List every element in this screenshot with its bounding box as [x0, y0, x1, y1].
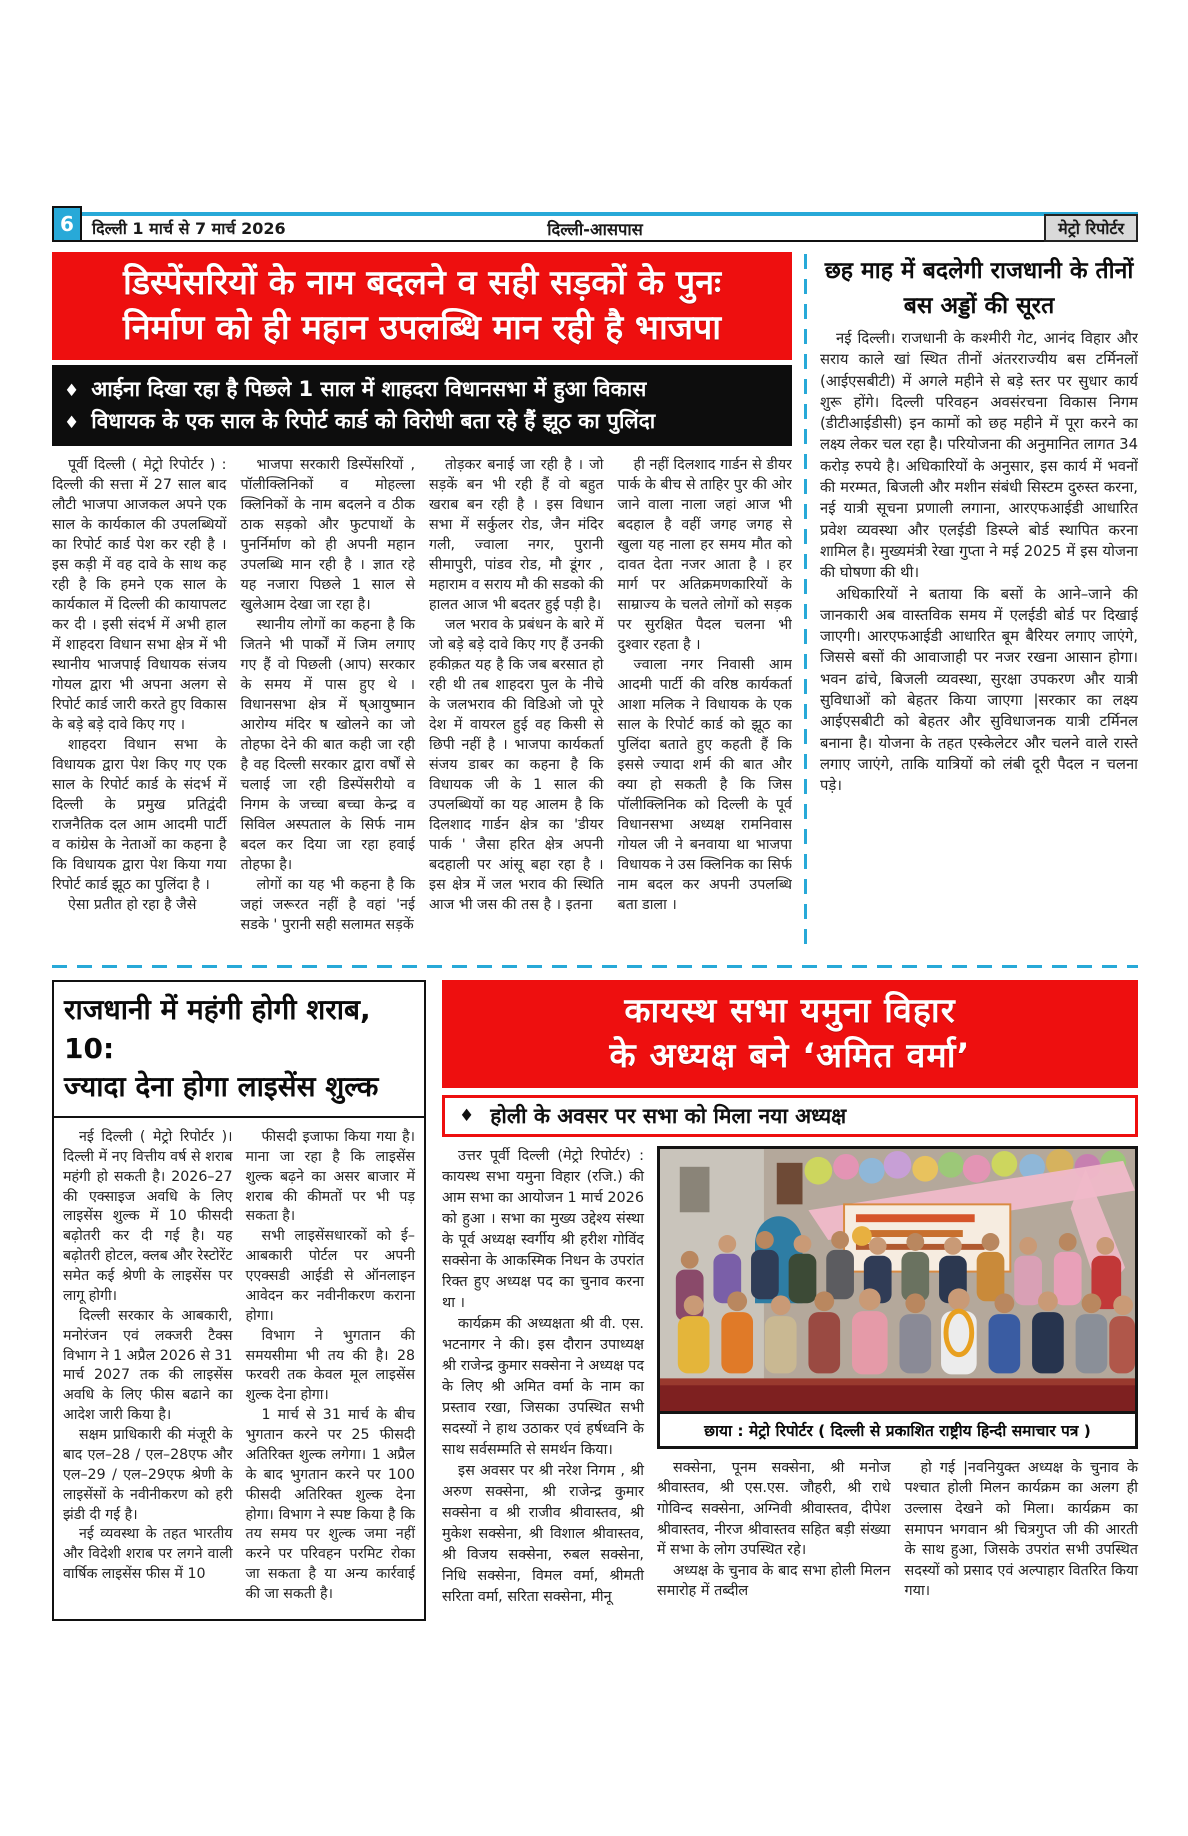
body-paragraph: जल भराव के प्रबंधन के बारे में जो बड़े बड़े दावे किए गए हैं उनकी हकीक़त यह है कि जब बरसात हो रही थी तब शाहदरा पुल के नीचे के जलभराव की विडिओ जो पूरे देश में वायरल हुई वह किसी से छिपी नहीं है । भाजपा कार्यकर्ता संजय डाबर का कहना है कि विधायक जी के 1 साल की उपलब्धियों का यह आलम है कि दिलशाद गार्डन क्षेत्र का 'डीयर पार्क ' जैसा हरित क्षेत्र अपनी बदहाली पर आंसू बहा रहा है । इस क्षेत्र में जल भराव की स्थिति आज भी जस की तस है । इतना: [429, 616, 604, 914]
masthead-section-title: दिल्ली-आसपास: [547, 219, 643, 239]
body-paragraph: नई व्यवस्था के तहत भारतीय और विदेशी शराब पर लगने वाली वार्षिक लाइसेंस फीस में 10: [63, 1526, 233, 1583]
kayastha-sabha-story: [442, 980, 1138, 1608]
diamond-bullet-icon: ♦: [64, 413, 80, 434]
liquor-story-body: [54, 1118, 424, 1619]
body-paragraph: सक्षम प्राधिकारी की मंजूरी के बाद एल–28 / एल–28एफ और एल–29 / एल–29एफ श्रेणी के लाइसेंसों के नवीनीकरण को हरी झंडी दी गई है।: [63, 1427, 233, 1523]
subhead-text: होली के अवसर पर सभा को मिला नया अध्यक्ष: [490, 1103, 847, 1128]
kayastha-column-2: [657, 1458, 891, 1602]
kayastha-column-1: [442, 1146, 644, 1609]
top-story-body: [52, 455, 792, 935]
vertical-dashed-divider: [804, 254, 807, 952]
kayastha-body-below-photo: [657, 1458, 1138, 1602]
liquor-story: [52, 980, 426, 1621]
page-content: [52, 212, 1138, 1621]
top-story-column-4: [618, 455, 793, 935]
body-paragraph: लोगों का यह भी कहना है कि जहां जरूरत नहीं है वहां 'नई सडके ' पुरानी सही सलामत सड़कें: [240, 877, 415, 934]
kayastha-headline: [442, 980, 1138, 1088]
diamond-bullet-icon: ♦: [459, 1105, 475, 1126]
masthead-brand: मेट्रो रिपोर्टर: [1044, 214, 1138, 242]
kayastha-body: [442, 1146, 1138, 1609]
diamond-bullet-icon: ♦: [64, 380, 80, 401]
subhead-text: आईना दिखा रहा है पिछले 1 साल में शाहदरा विधानसभा में हुआ विकास: [91, 376, 647, 401]
body-paragraph: सभी लाइसेंसधारकों को ई–आबकारी पोर्टल पर अपनी एएक्सडी आईडी से ऑनलाइन आवेदन कर नवीनीकरण कराना होगा।: [245, 1228, 415, 1324]
body-paragraph: दिल्ली सरकार के आबकारी, मनोरंजन एवं लक्जरी टैक्स विभाग ने 1 अप्रैल 2026 से 31 मार्च 2027 तक की लाइसेंस अवधि के लिए फीस बढाने का आदेश जारी किया है।: [63, 1307, 233, 1424]
headline-line-2: के अध्यक्ष बने ‘अमित वर्मा’: [609, 1035, 971, 1076]
body-paragraph: अधिकारियों ने बताया कि बसों के आने–जाने की जानकारी अब वास्तविक समय में एलईडी बोर्ड पर दिखाई जाएगी। आरएफआईडी आधारित बूम बैरियर लगाए जाएंगे, जिससे बसों की आवाजाही पर नजर रखना आसान होगा। भवन ढांचे, बिजली व्यवस्था, सुरक्षा उपकरण और यात्री सुविधाओं को बेहतर किया जाएगा |सरकार का लक्ष्य आईएसबीटी को बेहतर और सुविधाजनक यात्री टर्मिनल बनाना है। योजना के तहत एस्केलेटर और चलने वाले रास्ते लगाए जाएंगे, ताकि यात्रियों को लंबी दूरी पैदल न चलना पड़े।: [820, 585, 1138, 795]
masthead-date: दिल्ली 1 मार्च से 7 मार्च 2026: [92, 219, 286, 238]
kayastha-column-3: [905, 1458, 1139, 1602]
body-paragraph: ऐसा प्रतीत हो रहा है जैसे: [68, 897, 197, 914]
top-story-column-2: [241, 455, 416, 935]
body-paragraph: 1 मार्च से 31 मार्च के बीच भुगतान करने पर 25 फीसदी अतिरिक्त शुल्क लगेगा। 1 अप्रैल के बाद भुगतान करने पर 100 फीसदी अतिरिक्त शुल्क देना होगा। विभाग ने स्पष्ट किया है कि तय समय पर शुल्क जमा नहीं करने पर परिवहन परमिट रोका जा सकता है या अन्य कार्रवाई की जा सकती है।: [245, 1407, 415, 1602]
bottom-section: [52, 980, 1138, 1621]
headline-line-2: ज्यादा देना होगा लाइसेंस शुल्क: [64, 1070, 379, 1104]
top-story-headline: [52, 252, 792, 360]
masthead: [52, 212, 1138, 242]
body-paragraph: पूर्वी दिल्ली ( मेट्रो रिपोर्टर ) : दिल्ली की सत्ता में 27 साल बाद लौटी भाजपा आजकल अपने एक साल के कार्यकाल की उपलब्धियों का रिपोर्ट कार्ड पेश कर रही है । इस कड़ी में वह दावे के साथ कह रही है कि हमने एक साल के कार्यकाल में दिल्ली की कायापलट कर दी । इसी संदर्भ में अभी हाल में शाहदरा विधान सभा क्षेत्र में भी स्थानीय भाजपाई विधायक संजय गोयल द्वारा भी अपना अलग से रिपोर्ट कार्ड जारी करते हुए विकास के बड़े बड़े दावे किए गए ।: [52, 456, 227, 734]
body-paragraph: नई दिल्ली। राजधानी के कश्मीरी गेट, आनंद विहार और सराय काले खां स्थित तीनों अंतरराज्यीय बस टर्मिनलों (आईएसबीटी) में अगले महीने से बड़े स्तर पर सुधार कार्य शुरू होंगे। दिल्ली परिवहन अवसंरचना विकास निगम (डीटीआईडीसी) इन कामों को छह महीने में पूरा करने का लक्ष्य लेकर चल रहा है। परियोजना की अनुमानित लागत 34 करोड़ रुपये है। अधिकारियों के अनुसार, इस कार्य में भवनों की मरम्मत, बिजली और मशीन संबंधी सिस्टम दुरुस्त करना, नई यात्री सूचना प्रणाली लगाना, आरएफआईडी आधारित प्रवेश व्यवस्था और एलईडी डिस्प्ले बोर्ड स्थापित करना शामिल है। मुख्यमंत्री रेखा गुप्ता ने मई 2025 में इस योजना की घोषणा की थी।: [820, 330, 1138, 582]
page-number-badge: 6: [52, 206, 82, 242]
group-photo-illustration: [660, 1149, 1135, 1411]
body-paragraph: इस अवसर पर श्री नरेश निगम , श्री अरुण सक्सेना, श्री राजेन्द्र कुमार सक्सेना व श्री राजीव श्रीवास्तव, श्री मुकेश सक्सेना, श्री विशाल श्रीवास्तव, श्री विजय सक्सेना, रुबल सक्सेना, निधि सक्सेना, विमल वर्मा, श्रीमती सरिता वर्मा, सरिता सक्सेना, मीनू: [442, 1463, 644, 1606]
top-section: [52, 252, 1138, 952]
body-paragraph: भाजपा सरकारी डिस्पेंसरियों , पॉलीक्लिनिकों व मोहल्ला क्लिनिकों के नाम बदलने व ठीक ठाक सड़को और फुटपाथों के पुनर्निर्माण को ही अपनी महान उपलब्धि मान रही है । ज्ञात रहे यह नजारा पिछले 1 साल से खुलेआम देखा जा रहा है।: [240, 456, 415, 613]
body-paragraph: ज्वाला नगर निवासी आम आदमी पार्टी की वरिष्ठ कार्यकर्ता आशा मलिक ने विधायक के एक साल के रिपोर्ट कार्ड को झूठ का पुलिंदा बताते हुए कहती हैं कि इससे ज्यादा शर्म की बात और क्या हो सकती है कि जिस पॉलीक्लिनिक को दिल्ली के पूर्व विधानसभा अध्यक्ष रामनिवास गोयल जी ने बनवाया था भाजपा विधायक ने उस क्लिनिक का सिर्फ नाम बदल कर अपनी उपलब्धि बता डाला ।: [617, 657, 792, 914]
top-story-column-1: [52, 455, 227, 935]
subhead-bullet-1: [64, 373, 780, 406]
kayastha-subhead-bar: [442, 1095, 1138, 1137]
body-paragraph: नई दिल्ली ( मेट्रो रिपोर्टर )। दिल्ली में नए वित्तीय वर्ष से शराब महंगी हो सकती है। 2026–27 की एक्साइज अवधि के लिए लाइसेंस शुल्क में 10 फीसदी बढ़ोतरी कर दी गई है। यह बढ़ोतरी होटल, क्लब और रेस्टोरेंट समेत कई श्रेणी के लाइसेंस पर लागू होगी।: [63, 1128, 233, 1304]
liquor-story-headline: [54, 982, 424, 1118]
body-paragraph: कार्यक्रम की अध्यक्षता श्री वी. एस. भटनागर ने की। इस दौरान उपाध्यक्ष श्री राजेन्द्र कुमार सक्सेना ने अध्यक्ष पद के लिए श्री अमित वर्मा के नाम का प्रस्ताव रखा, जिसका उपस्थित सभी सदस्यों ने हाथ उठाकर एवं हर्षध्वनि के साथ सर्वसम्मति से समर्थन किया।: [442, 1316, 644, 1459]
headline-line-2: निर्माण को ही महान उपलब्धि मान रही है भाजपा: [122, 307, 722, 348]
body-paragraph: विभाग ने भुगतान की समयसीमा भी तय की है। 28 फरवरी तक केवल मूल लाइसेंस शुल्क देना होगा।: [245, 1327, 415, 1404]
bus-terminal-story: [820, 252, 1138, 952]
horizontal-dashed-divider: [52, 965, 1138, 968]
body-paragraph: हो गई |नवनियुक्त अध्यक्ष के चुनाव के पश्चात होली मिलन कार्यक्रम का अलग ही उल्लास देखने को मिला। कार्यक्रम का समापन भगवान श्री चित्रगुप्त जी की आरती के साथ हुआ, जिसके उपरांत सभी उपस्थित सदस्यों को प्रसाद एवं अल्पाहार वितरित किया गया।: [904, 1459, 1138, 1600]
body-paragraph: अध्यक्ष के चुनाव के बाद सभा होली मिलन समारोह में तब्दील: [657, 1562, 891, 1600]
kayastha-photo-zone: [657, 1146, 1138, 1609]
body-paragraph: फीसदी इजाफा किया गया है। माना जा रहा है कि लाइसेंस शुल्क बढ़ने का असर बाजार में शराब की कीमतों पर भी पड़ सकता है।: [245, 1128, 415, 1225]
headline-line-1: राजधानी में महंगी होगी शराब, 10:: [64, 993, 371, 1065]
body-paragraph: तोड़कर बनाई जा रही है । जो सड़कें बन भी रही हैं वो बहुत खराब बन रही है । इस विधान सभा में सर्कुलर रोड, जैन मंदिर गली, ज्वाला नगर, पुरानी सीमापुरी, पांडव रोड, मौ डूंगर , महाराम व सराय मौ की सडको की हालत आज भी बदतर हुई पड़ी है।: [429, 456, 604, 613]
headline-line-1: कायस्थ सभा यमुना विहार: [624, 991, 956, 1031]
body-paragraph: ही नहीं दिलशाद गार्डन से डीयर पार्क के बीच से ताहिर पुर की ओर जाने वाला नाला जहां आज भी बदहाल है वहीं जगह जगह से खुला यह नाला हर समय मौत को दावत देता नजर आता है । हर मार्ग पर अतिक्रमणकारियों के साम्राज्य के चलते लोगों को सड़क पर सुरक्षित पैदल चलना भी दुश्वार रहता है ।: [617, 456, 792, 653]
photo-caption: छाया : मेट्रो रिपोर्टर ( दिल्ली से प्रकाशित राष्ट्रीय हिन्दी समाचार पत्र ): [660, 1411, 1135, 1446]
top-story-subhead-bar: [52, 365, 792, 446]
bus-story-headline: छह माह में बदलेगी राजधानी के तीनों बस अड्डों की सूरत: [824, 258, 1134, 319]
subhead-text: विधायक के एक साल के रिपोर्ट कार्ड को विरोधी बता रहे हैं झूठ का पुलिंदा: [91, 409, 656, 434]
subhead-bullet-2: [64, 405, 780, 438]
group-photo: [657, 1146, 1138, 1449]
headline-line-1: डिस्पेंसरियों के नाम बदलने व सही सड़कों के पुनः: [123, 263, 721, 303]
body-paragraph: स्थानीय लोगों का कहना है कि जितने भी पार्कों में जिम लगाए गए हैं वो पिछली (आप) सरकार के समय में पास हुए थे । विधानसभा क्षेत्र में ष्आयुष्मान आरोग्य मंदिर ष खोलने का जो तोहफा देने की बात कही जा रही है वह दिल्ली सरकार द्वारा वर्षों से चलाई जा रही डिस्पेंसरीयो व निगम के जच्चा बच्चा केन्द्र व सिविल अस्पताल के सिर्फ नाम बदल कर दिया जा रहा हवाई तोहफा है।: [240, 616, 415, 874]
body-paragraph: उत्तर पूर्वी दिल्ली (मेट्रो रिपोर्टर) : कायस्थ सभा यमुना विहार (रजि.) की आम सभा का आयोजन 1 मार्च 2026 को हुआ । सभा का मुख्य उद्देश्य संस्था के पूर्व अध्यक्ष स्वर्गीय श्री हरीश गोविंद सक्सेना के आकस्मिक निधन के उपरांत रिक्त हुए अध्यक्ष पद का चुनाव करना था ।: [442, 1147, 644, 1311]
liquor-column-1: [63, 1128, 233, 1605]
top-story: [52, 252, 792, 952]
body-paragraph: सक्सेना, पूनम सक्सेना, श्री मनोज श्रीवास्तव, श्री एस.एस. जौहरी, श्री राधे गोविन्द सक्सेना, अग्निवी श्रीवास्तव, दीपेश श्रीवास्तव, नीरज श्रीवास्तव सहित बड़ी संख्या में सभा के लोग उपस्थित रहे।: [657, 1459, 891, 1559]
top-story-column-3: [429, 455, 604, 935]
liquor-column-2: [246, 1128, 416, 1605]
bus-story-body: [820, 328, 1138, 797]
body-paragraph: शाहदरा विधान सभा के विधायक द्वारा पेश किए गए एक साल के रिपोर्ट कार्ड के संदर्भ में दिल्ली के प्रमुख प्रतिद्वंदी राजनैतिक दल आम आदमी पार्टी व कांग्रेस के नेताओं का कहना है कि विधायक द्वारा पेश किया गया रिपोर्ट कार्ड झूठ का पुलिंदा है ।: [52, 737, 227, 894]
